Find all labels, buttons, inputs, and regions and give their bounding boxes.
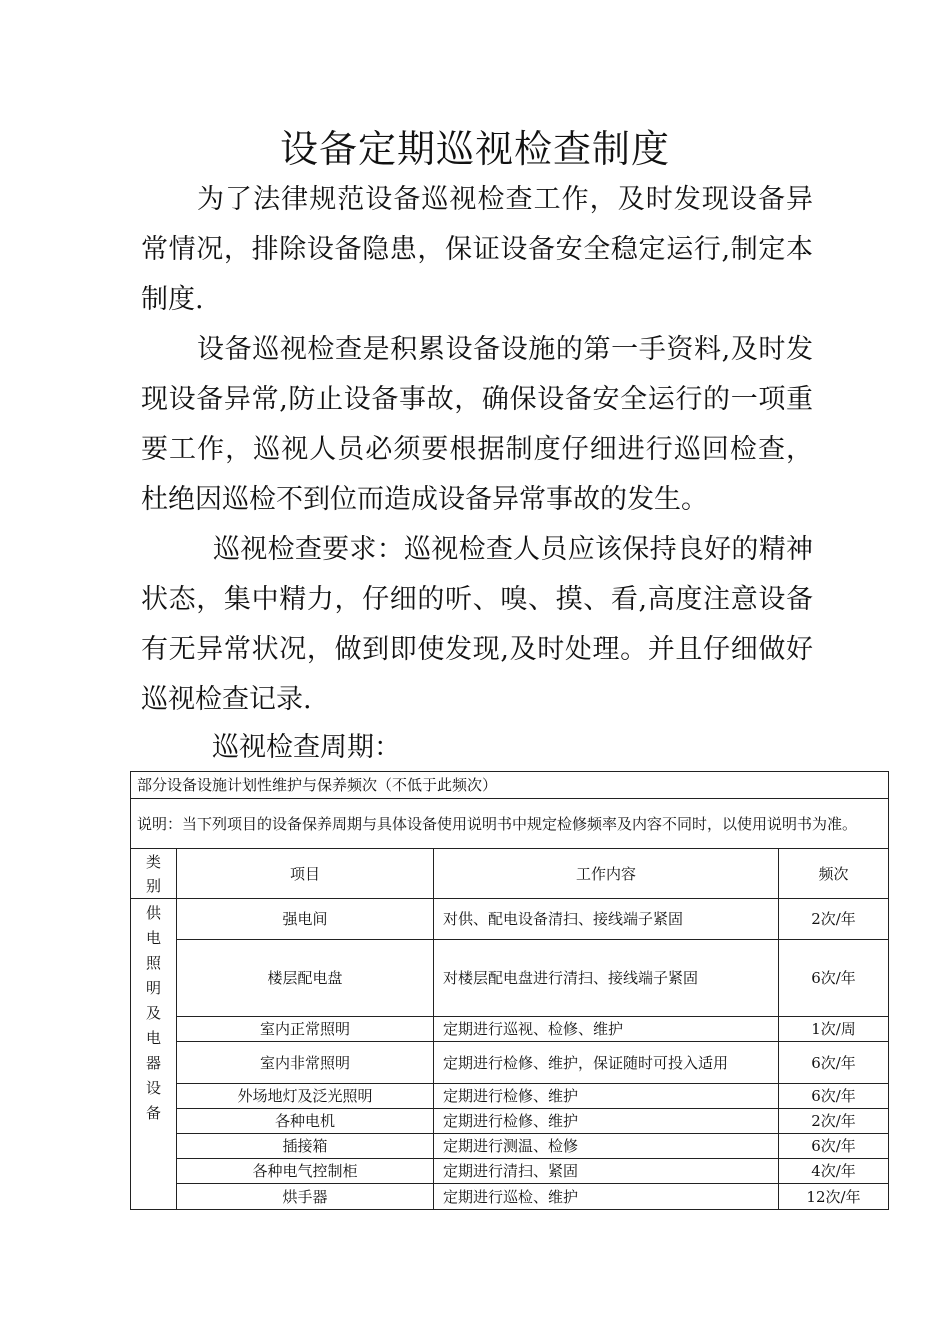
row-content: 定期进行检修、维护，保证随时可投入适用 bbox=[434, 1042, 779, 1084]
row-item: 各种电机 bbox=[177, 1109, 434, 1134]
row-content: 对楼层配电盘进行清扫、接线端子紧固 bbox=[434, 940, 779, 1017]
row-frequency: 6次/年 bbox=[779, 940, 889, 1017]
document-title: 设备定期巡视检查制度 bbox=[279, 127, 670, 171]
row-frequency: 1次/周 bbox=[779, 1017, 889, 1042]
row-content: 定期进行巡视、检修、维护 bbox=[434, 1017, 779, 1042]
table-row bbox=[131, 1084, 889, 1109]
row-frequency: 4次/年 bbox=[779, 1159, 889, 1184]
paragraph-purpose: 为了法律规范设备巡视检查工作，及时发现设备异常情况，排除设备隐患，保证设备安全稳定运行,制定本制度. bbox=[141, 184, 813, 315]
table-note: 说明：当下列项目的设备保养周期与具体设备使用说明书中规定检修频率及内容不同时，以使用说明书为准。 bbox=[131, 799, 889, 849]
maintenance-frequency-table bbox=[130, 771, 889, 1210]
paragraph-importance: 设备巡视检查是积累设备设施的第一手资料,及时发现设备异常,防止设备事故，确保设备安全运行的一项重要工作，巡视人员必须要根据制度仔细进行巡回检查，杜绝因巡检不到位而造成设备异常事故的发生。 bbox=[141, 334, 813, 515]
row-content: 定期进行巡检、维护 bbox=[434, 1184, 779, 1210]
row-frequency: 6次/年 bbox=[779, 1084, 889, 1109]
table-row bbox=[131, 1017, 889, 1042]
row-item: 插接箱 bbox=[177, 1134, 434, 1159]
row-item: 烘手器 bbox=[177, 1184, 434, 1210]
row-item: 外场地灯及泛光照明 bbox=[177, 1084, 434, 1109]
table-row bbox=[131, 1042, 889, 1084]
table-row bbox=[131, 1109, 889, 1134]
row-content: 定期进行检修、维护 bbox=[434, 1084, 779, 1109]
row-item: 室内非常照明 bbox=[177, 1042, 434, 1084]
table-caption: 部分设备设施计划性维护与保养频次（不低于此频次） bbox=[131, 772, 889, 799]
paragraph-requirements: 巡视检查要求：巡视检查人员应该保持良好的精神状态，集中精力，仔细的听、嗅、摸、看,高度注意设备有无异常状况，做到即使发现,及时处理。并且仔细做好巡视检查记录. bbox=[141, 534, 813, 715]
header-category: 类别 bbox=[131, 849, 177, 899]
row-frequency: 6次/年 bbox=[779, 1134, 889, 1159]
table-row bbox=[131, 1184, 889, 1210]
header-frequency: 频次 bbox=[779, 849, 889, 899]
row-item: 强电间 bbox=[177, 899, 434, 940]
table-row bbox=[131, 1134, 889, 1159]
row-frequency: 2次/年 bbox=[779, 899, 889, 940]
paragraph-cycle-heading: 巡视检查周期： bbox=[212, 732, 401, 763]
row-content: 定期进行清扫、紧固 bbox=[434, 1159, 779, 1184]
row-item: 楼层配电盘 bbox=[177, 940, 434, 1017]
table-row bbox=[131, 940, 889, 1017]
row-item: 室内正常照明 bbox=[177, 1017, 434, 1042]
row-content: 对供、配电设备清扫、接线端子紧固 bbox=[434, 899, 779, 940]
row-content: 定期进行检修、维护 bbox=[434, 1109, 779, 1134]
row-frequency: 12次/年 bbox=[779, 1184, 889, 1210]
table-row bbox=[131, 1159, 889, 1184]
category-cell: 供电照明及电器设备 bbox=[131, 899, 177, 1210]
table-row bbox=[131, 899, 889, 940]
header-content: 工作内容 bbox=[434, 849, 779, 899]
row-frequency: 2次/年 bbox=[779, 1109, 889, 1134]
row-item: 各种电气控制柜 bbox=[177, 1159, 434, 1184]
header-item: 项目 bbox=[177, 849, 434, 899]
row-content: 定期进行测温、检修 bbox=[434, 1134, 779, 1159]
row-frequency: 6次/年 bbox=[779, 1042, 889, 1084]
